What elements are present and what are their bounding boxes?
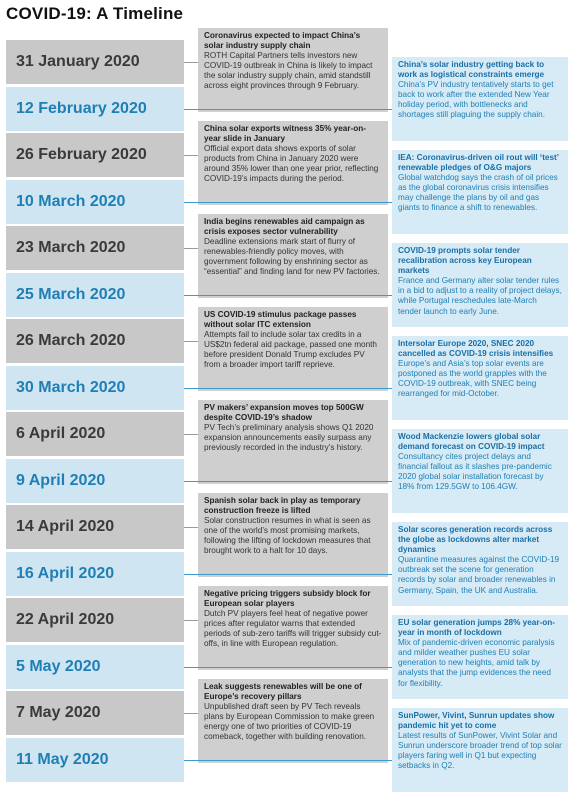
timeline-event-card [392, 57, 568, 141]
timeline-event-card [392, 336, 568, 420]
timeline-date: 31 January 2020 [6, 40, 184, 84]
timeline-event-card [392, 708, 568, 792]
event-body: ROTH Capital Partners tells investors new COVID-19 outbreak in China is likely to impact the solar industry supply chain, amid standstill across eight provinces through 9 February. [204, 51, 373, 91]
timeline-date: 26 March 2020 [6, 319, 184, 363]
connector-line [184, 434, 198, 435]
timeline-event-card [198, 121, 388, 205]
event-body: Deadline extensions mark start of flurry of renewables-friendly policy moves, with government following by enshrining sector as “essential” and finding land for new PV factories. [204, 237, 380, 277]
timeline-event-card [392, 150, 568, 234]
event-headline: Negative pricing triggers subsidy block for European solar players [204, 589, 371, 609]
timeline-date: 7 May 2020 [6, 691, 184, 735]
event-body: France and Germany alter solar tender rules in a bid to adjust to a reality of project delays, while Portugal reschedules late-March tender launch to early June. [398, 276, 562, 316]
event-body: Official export data shows exports of solar products from China in January 2020 were around 35% lower than one year prior, reflecting COVID-19’s impacts during the period. [204, 144, 379, 184]
connector-line [184, 248, 198, 249]
event-body: Dutch PV players feel heat of negative power prices after regulator warns that extended periods of sub-zero tariffs will trigger subsidy cut-offs, in line with European regulation. [204, 609, 382, 649]
timeline-date: 11 May 2020 [6, 738, 184, 782]
connector-line [184, 341, 198, 342]
timeline-date: 14 April 2020 [6, 505, 184, 549]
timeline-event-card [198, 679, 388, 763]
timeline-date: 6 April 2020 [6, 412, 184, 456]
timeline-date: 12 February 2020 [6, 87, 184, 131]
timeline-event-card [198, 493, 388, 577]
event-body: China’s PV industry tentatively starts to get back to work after the extended New Year holiday period, with bottlenecks and shortages still plaguing the supply chain. [398, 80, 554, 120]
connector-line [184, 713, 198, 714]
event-body: Solar construction resumes in what is seen as one of the world’s most promising markets, following the lifting of lockdown measures that brought work to a halt for 10 days. [204, 516, 371, 556]
event-body: Consultancy cites project delays and financial fallout as it slashes pre-pandemic 2020 global solar installation forecast by 18% from 129.5GW to 106.4GW. [398, 452, 552, 492]
event-body: Latest results of SunPower, Vivint Solar and Sunrun underscore broader trend of top solar players faring well in Q1 but expecting setbacks in Q2. [398, 731, 562, 771]
event-body: Attempts fail to include solar tax credits in a US$2tn federal aid package, passed one month before president Donald Trump excludes PV from a broader import tariff reprieve. [204, 330, 377, 370]
event-headline: COVID-19 prompts solar tender recalibration across key European markets [398, 246, 532, 276]
connector-line [184, 620, 198, 621]
timeline-event-card [198, 307, 388, 391]
event-body: Mix of pandemic-driven economic paralysis and milder weather pushes EU solar generation to new heights, amid talk by analysts that the jump evidences the need for flexibility. [398, 638, 555, 688]
timeline-date: 23 March 2020 [6, 226, 184, 270]
event-headline: Intersolar Europe 2020, SNEC 2020 cancelled as COVID-19 crisis intensifies [398, 339, 554, 359]
timeline-date: 9 April 2020 [6, 459, 184, 503]
event-headline: Spanish solar back in play as temporary construction freeze is lifted [204, 496, 361, 516]
event-body: PV Tech’s preliminary analysis shows Q1 2020 expansion announcements easily surpass any previously recorded in the industry’s history. [204, 423, 374, 453]
event-headline: China’s solar industry getting back to work as logistical constraints emerge [398, 60, 545, 80]
event-headline: IEA: Coronavirus-driven oil rout will ‘test’ renewable pledges of O&G majors [398, 153, 559, 173]
timeline-event-card [198, 214, 388, 298]
timeline-date: 30 March 2020 [6, 366, 184, 410]
event-headline: Solar scores generation records across the globe as lockdowns alter market dynamics [398, 525, 553, 555]
connector-line [184, 481, 392, 482]
event-headline: EU solar generation jumps 28% year-on-year in month of lockdown [398, 618, 555, 638]
connector-line [184, 295, 392, 296]
timeline-date: 25 March 2020 [6, 273, 184, 317]
event-headline: US COVID-19 stimulus package passes without solar ITC extension [204, 310, 357, 330]
timeline-date: 16 April 2020 [6, 552, 184, 596]
connector-line [184, 155, 198, 156]
event-body: Global watchdog says the crash of oil prices as the global coronavirus crisis intensifies may challenge the plans by oil and gas giants to finance a shift to renewables. [398, 173, 558, 213]
timeline-event-card [198, 586, 388, 670]
event-headline: Coronavirus expected to impact China’s solar industry supply chain [204, 31, 361, 51]
connector-line [184, 527, 198, 528]
connector-line [184, 109, 392, 110]
connector-line [184, 760, 392, 761]
timeline-date: 22 April 2020 [6, 598, 184, 642]
event-headline: India begins renewables aid campaign as crisis exposes sector vulnerability [204, 217, 365, 237]
timeline-date: 10 March 2020 [6, 180, 184, 224]
timeline-date: 5 May 2020 [6, 645, 184, 689]
connector-line [184, 202, 392, 203]
page-title: COVID-19: A Timeline [6, 4, 184, 23]
event-headline: China solar exports witness 35% year-on-year slide in January [204, 124, 366, 144]
timeline-event-card [392, 243, 568, 327]
event-headline: Leak suggests renewables will be one of Europe’s recovery pillars [204, 682, 362, 702]
event-headline: PV makers’ expansion moves top 500GW despite COVID-19’s shadow [204, 403, 364, 423]
event-body: Europe’s and Asia’s top solar events are postponed as the world grapples with the COVID-19 outbreak, with SNEC being rearranged for mid-October. [398, 359, 547, 399]
timeline-event-card [392, 429, 568, 513]
connector-line [184, 388, 392, 389]
timeline-event-card [198, 400, 388, 484]
event-headline: SunPower, Vivint, Sunrun updates show pandemic hit yet to come [398, 711, 555, 731]
connector-line [184, 574, 392, 575]
timeline-event-card [392, 615, 568, 699]
event-body: Quarantine measures against the COVID-19 outbreak set the scene for generation records by solar and broader renewables in Germany, Spain, the UK and Australia. [398, 555, 560, 595]
timeline-event-card [198, 28, 388, 112]
event-headline: Wood Mackenzie lowers global solar demand forecast on COVID-19 impact [398, 432, 545, 452]
connector-line [184, 62, 198, 63]
event-body: Unpublished draft seen by PV Tech reveals plans by European Commission to make green energy one of two priorities of COVID-19 comeback, together with building renovation. [204, 702, 375, 742]
connector-line [184, 667, 392, 668]
timeline-date: 26 February 2020 [6, 133, 184, 177]
timeline-event-card [392, 522, 568, 606]
